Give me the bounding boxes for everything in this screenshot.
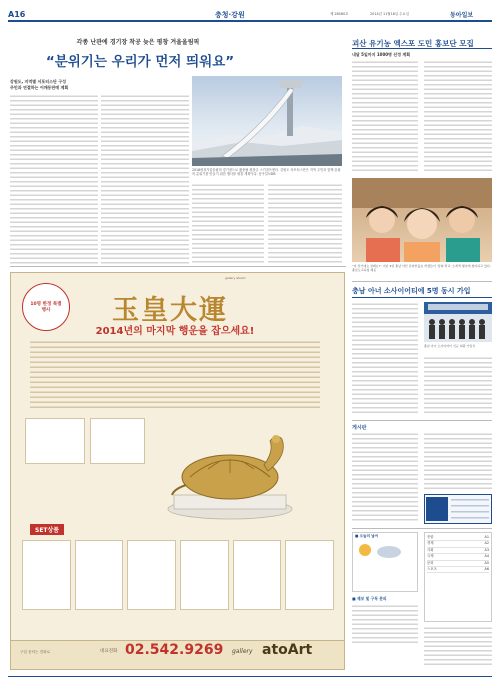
- article2-sub: 내달 5일까지 1000명 선정 계획: [352, 52, 411, 57]
- article1-photo-caption: 2018평창겨울올림픽 경기장으로 활용될 평창군 스키점프센터. 강원도 서포터스단은 지역 주민과 함께 올림픽 분위기를 만들기 위한 행사를 펼칠 계획이다. 동아일보DB: [192, 168, 341, 177]
- ad-item-1: [22, 540, 71, 610]
- article1-sub1: 강원도, 지역별 서포터스단 구성: [10, 79, 66, 84]
- index-row-label: 종합: [427, 535, 434, 539]
- ad-item-2: [75, 540, 124, 610]
- article2-rule: [352, 48, 492, 49]
- ad-item-3: [127, 540, 176, 610]
- notes-top-divider: [352, 420, 492, 421]
- ski-jump-photo: [192, 76, 342, 166]
- index-row-label: 사회: [427, 547, 434, 552]
- ad-product-row: [22, 540, 334, 610]
- ad-product-box-2: [90, 418, 145, 464]
- article1-body-col2: [101, 94, 189, 264]
- index-list: [424, 532, 492, 622]
- article1-body-col1: [10, 94, 98, 264]
- ceremony-photo: [424, 302, 492, 342]
- ad-item-4: [180, 540, 229, 610]
- children-photo: [352, 178, 492, 262]
- article3-top-divider: [352, 281, 492, 282]
- index-row-page: A6: [484, 567, 489, 572]
- contact-box-lines: [451, 497, 489, 521]
- article3-body-col1: [352, 302, 418, 416]
- index-row-page: A2: [484, 541, 489, 546]
- article3-headline: 충남 아너 소사이어티에 5명 동시 가입: [352, 287, 471, 295]
- index-row-page: A4: [484, 554, 489, 559]
- ad-set-label: SET상품: [30, 524, 64, 535]
- index-row-label: 국제: [427, 554, 434, 559]
- contact-box-logo: [426, 497, 448, 521]
- ad-item-6: [285, 540, 334, 610]
- index-items: [425, 533, 491, 575]
- article2-photo-caption: “저 작가예요 실레요?” 지난 4일 충남 아산 온양한올초 학생들이 ‘꿈의 학교’ 소개책 행사에 참여하고 있다. 충남도교육청 제공: [352, 264, 491, 273]
- weather-box: [352, 532, 418, 592]
- index-row-page: A1: [484, 535, 489, 539]
- section-name: 충청·강원: [215, 11, 245, 19]
- ad-title-hanja: 玉皇大運: [112, 295, 228, 326]
- ceremony-illustration: [424, 302, 492, 342]
- article1-sub2: 주민과 연결하는 어깨동판매 계획: [10, 85, 69, 90]
- notes-body-col1: [352, 432, 418, 522]
- ad-cta: 구입 문의는 전화로: [20, 650, 51, 654]
- weather-icon: [353, 540, 417, 560]
- index-title: ■ 제보 및 구독 문의: [352, 596, 387, 601]
- article1-headline: “분위기는 우리가 먼저 띄워요”: [45, 54, 235, 70]
- issue-number: 제 28060호: [330, 12, 349, 16]
- ad-phone-label: 대표전화: [100, 649, 118, 654]
- article1-body-col4: [268, 183, 342, 263]
- article2-body-col2: [424, 60, 492, 174]
- ski-jump-illustration: [192, 76, 342, 166]
- newspaper-name: 동아일보: [450, 12, 474, 19]
- article3-body-col2: [424, 356, 492, 416]
- ad-top-url: [225, 276, 246, 280]
- index-row-page: A3: [484, 547, 489, 552]
- notes-title: 게시판: [352, 425, 367, 431]
- index-row-label: 스포츠: [427, 567, 437, 572]
- ad-desc: [30, 340, 320, 410]
- notes-body-col2: [424, 432, 492, 490]
- weather-title: ■ 오늘의 날씨: [355, 534, 379, 538]
- ad-top-gallery: gallery: [225, 276, 236, 280]
- article3-rule: [352, 297, 492, 298]
- ad-product-turtle: [150, 415, 310, 525]
- article3-photo-caption: 충남 아너 소사이어티 신규 회원 가입식: [424, 344, 476, 348]
- article2-body-col1: [352, 60, 418, 174]
- index-row-label: 문화: [427, 560, 434, 565]
- index-bottom-lines: [352, 604, 418, 644]
- article1-divider: [10, 266, 346, 267]
- ad-top-brand: atoArt: [236, 276, 246, 280]
- page-number: A16: [8, 10, 26, 19]
- ad-slogan: 2014년의 마지막 행운을 잡으세요!: [95, 326, 255, 337]
- article1-kicker: 각종 난관에 경기장 착공 늦은 평창 겨울올림픽: [76, 39, 200, 46]
- ad-gallery-label: gallery: [232, 648, 253, 655]
- header-rule: [8, 20, 492, 22]
- ad-product-box-1: [25, 418, 85, 464]
- date: 2014년 11월18일 수요일: [370, 12, 410, 16]
- ad-item-5: [233, 540, 282, 610]
- index-row-label: 경제: [427, 541, 434, 546]
- ad-gallery-brand: atoArt: [262, 642, 313, 658]
- footer-rule: [8, 676, 492, 677]
- index-row-page: A5: [484, 560, 489, 565]
- index-bottom-lines-2: [424, 626, 492, 666]
- index-top-divider: [352, 528, 492, 529]
- ad-phone: 02.542.9269: [125, 642, 224, 658]
- article2-headline: 괴산 유기농 엑스포 도민 홍보단 모집: [352, 39, 474, 48]
- ad-badge-text: 10명 한정 특별 행사: [30, 302, 62, 313]
- index-row: [427, 567, 489, 573]
- article1-body-col3: [192, 183, 264, 263]
- turtle-statue-illustration: [150, 415, 310, 525]
- children-illustration: [352, 178, 492, 262]
